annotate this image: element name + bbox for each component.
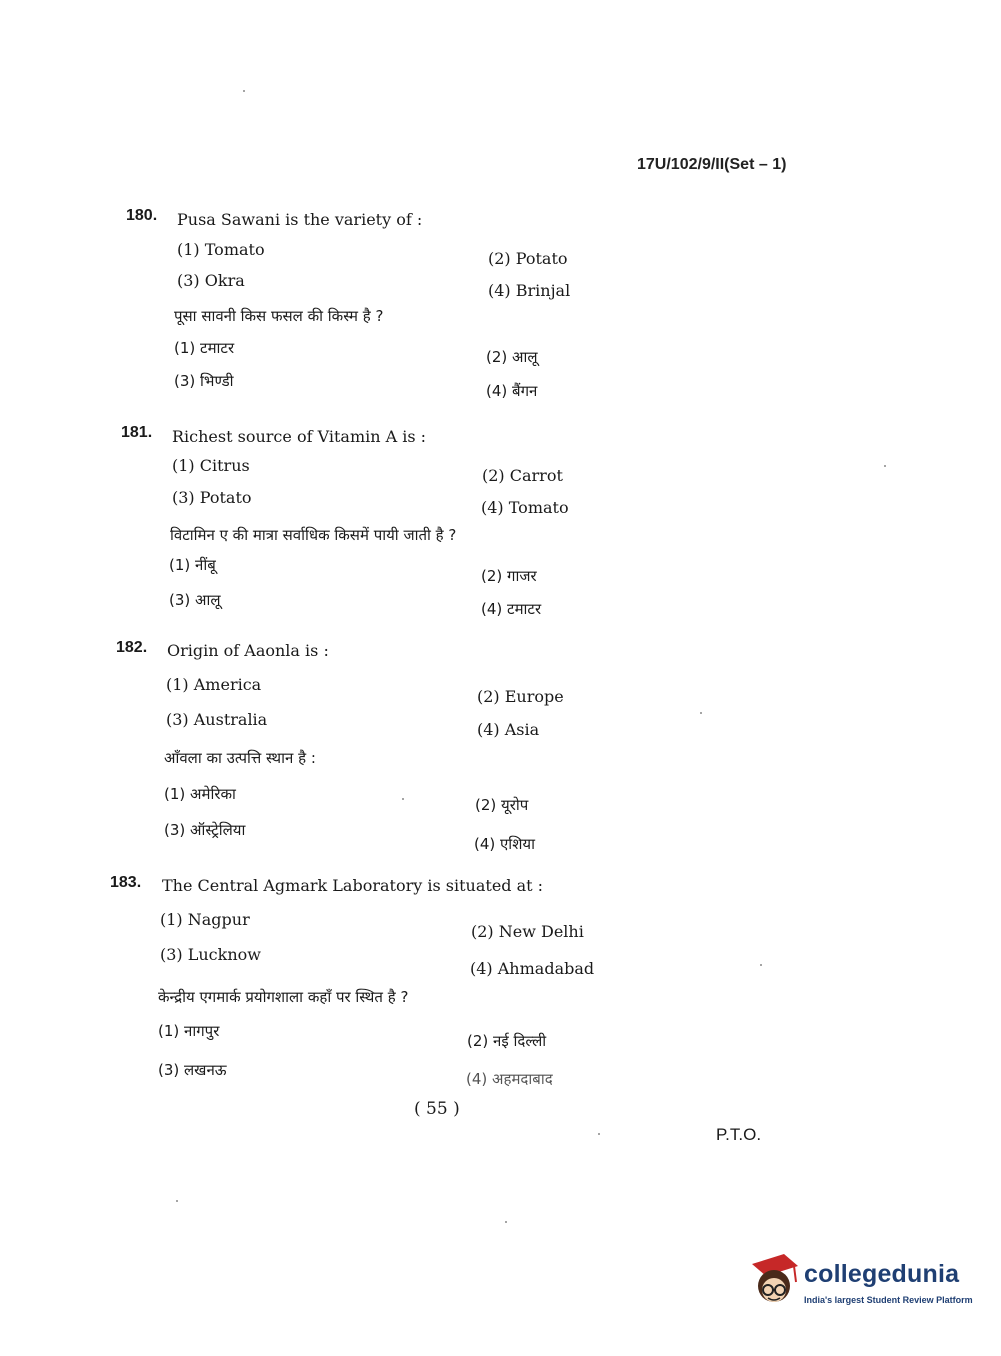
question-text-hi: केन्द्रीय एगमार्क प्रयोगशाला कहाँ पर स्थित है ? (158, 988, 409, 1006)
option-4-en: (4) Brinjal (488, 281, 571, 300)
option-3-hi: (3) लखनऊ (158, 1061, 227, 1079)
option-4-en: (4) Asia (477, 720, 540, 739)
paper-code: 17U/102/9/II(Set – 1) (637, 156, 787, 173)
scan-speck (598, 1133, 600, 1135)
collegedunia-watermark (744, 1252, 974, 1314)
option-1-hi: (1) टमाटर (174, 339, 235, 357)
option-4-hi: (4) एशिया (474, 835, 535, 853)
question-number: 181. (121, 424, 153, 441)
scan-speck (700, 712, 702, 714)
option-4-en: (4) Ahmadabad (470, 959, 595, 978)
option-1-en: (1) Citrus (172, 456, 250, 475)
question-number: 182. (116, 639, 148, 656)
option-1-en: (1) Tomato (177, 240, 265, 259)
option-3-hi: (3) ऑस्ट्रेलिया (164, 821, 246, 839)
option-2-en: (2) New Delhi (471, 922, 584, 941)
student-mascot-icon (744, 1252, 800, 1308)
option-3-en: (3) Lucknow (160, 945, 261, 964)
scan-speck (884, 465, 886, 467)
option-4-hi: (4) बैंगन (486, 382, 538, 400)
question-text-hi: विटामिन ए की मात्रा सर्वाधिक किसमें पायी जाती है ? (170, 526, 457, 544)
option-1-hi: (1) नागपुर (158, 1022, 220, 1040)
option-3-en: (3) Australia (166, 710, 268, 729)
scan-speck (176, 1200, 178, 1202)
question-text-hi: पूसा सावनी किस फसल की किस्म है ? (174, 307, 384, 325)
question-text-en: Pusa Sawani is the variety of : (177, 210, 423, 229)
option-2-hi: (2) नई दिल्ली (467, 1032, 547, 1050)
question-text-en: Origin of Aaonla is : (167, 641, 329, 660)
scan-speck (243, 90, 245, 92)
scan-speck (402, 798, 404, 800)
option-3-en: (3) Okra (177, 271, 245, 290)
question-text-hi: आँवला का उत्पत्ति स्थान है : (164, 749, 316, 767)
pto-label: P.T.O. (716, 1125, 762, 1144)
option-1-hi: (1) नींबू (169, 556, 216, 574)
option-2-hi: (2) गाजर (481, 567, 537, 585)
option-2-hi: (2) यूरोप (475, 796, 529, 814)
option-3-hi: (3) भिण्डी (174, 372, 234, 390)
option-3-en: (3) Potato (172, 488, 252, 507)
option-2-en: (2) Carrot (482, 466, 563, 485)
option-2-en: (2) Europe (477, 687, 564, 706)
logo-wordmark: collegedunia (804, 1260, 960, 1288)
question-number: 180. (126, 207, 158, 224)
option-1-en: (1) Nagpur (160, 910, 250, 929)
option-4-hi: (4) टमाटर (481, 600, 542, 618)
option-1-hi: (1) अमेरिका (164, 785, 236, 803)
question-number: 183. (110, 874, 142, 891)
logo-tagline: India's largest Student Review Platform (804, 1295, 973, 1305)
option-4-hi: (4) अहमदाबाद (466, 1070, 553, 1088)
option-2-en: (2) Potato (488, 249, 568, 268)
option-1-en: (1) America (166, 675, 262, 694)
question-text-en: The Central Agmark Laboratory is situated at : (162, 876, 544, 895)
question-text-en: Richest source of Vitamin A is : (172, 427, 427, 446)
option-2-hi: (2) आलू (486, 348, 538, 366)
option-3-hi: (3) आलू (169, 591, 221, 609)
scan-speck (760, 964, 762, 966)
page-number: ( 55 ) (414, 1099, 460, 1119)
option-4-en: (4) Tomato (481, 498, 569, 517)
scan-speck (505, 1221, 507, 1223)
